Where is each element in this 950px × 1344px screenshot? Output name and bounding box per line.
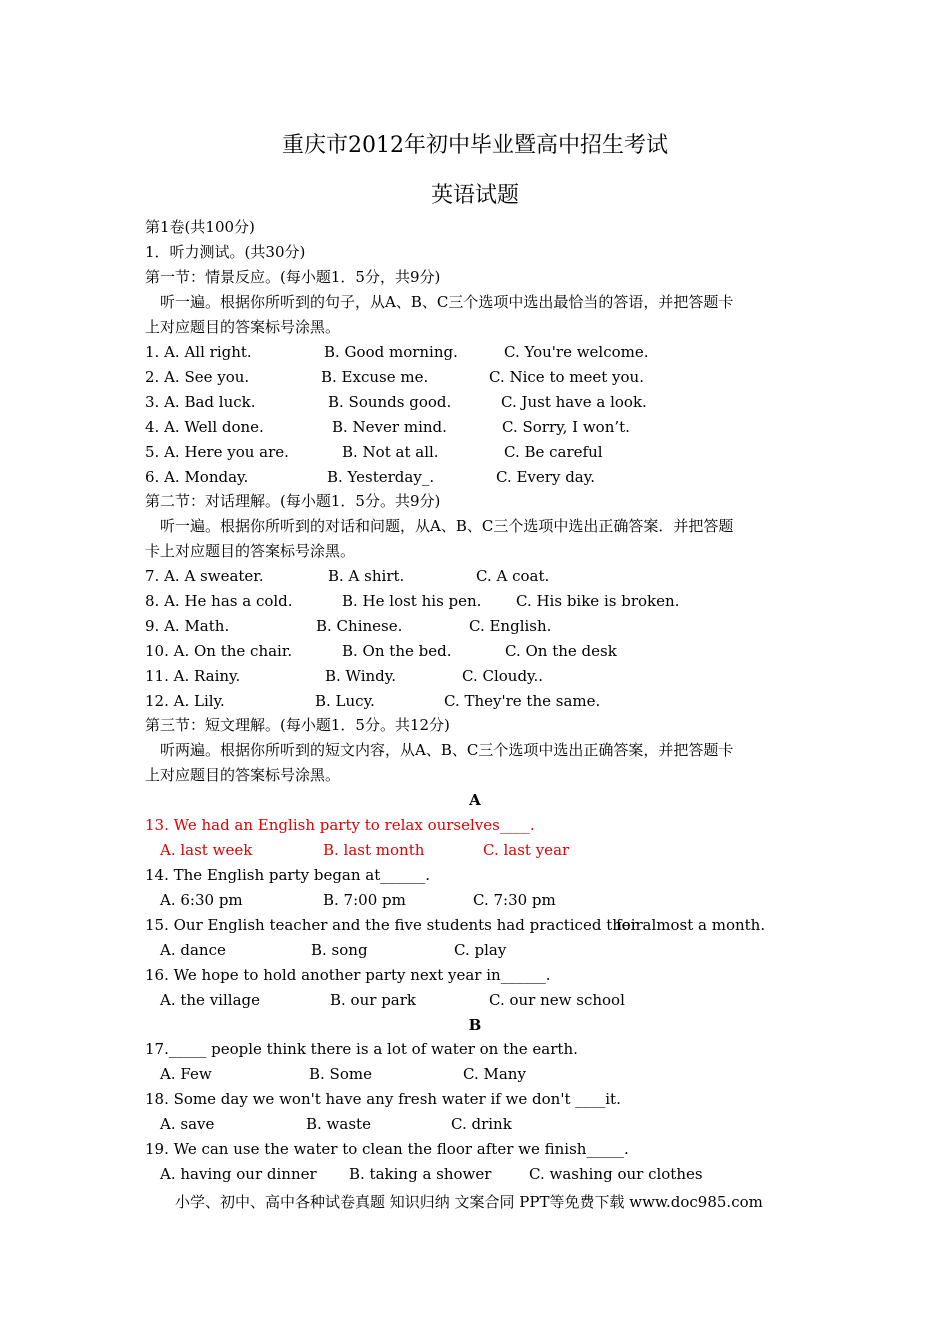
q6-option-c: C. Every day. — [496, 468, 595, 486]
q10-option-c: C. On the desk — [505, 642, 617, 660]
q1-option-b: B. Good morning. — [324, 343, 458, 361]
q8-option-c: C. His bike is broken. — [516, 592, 680, 610]
section1-heading: 第一节：情景反应。(每小题1．5分，共9分) — [145, 268, 441, 286]
q14-option-a: A. 6:30 pm — [160, 891, 243, 909]
q15-option-a: A. dance — [160, 941, 226, 959]
q15-question-tail: for almost a month. — [616, 916, 766, 934]
q13-question: 13. We had an English party to relax ourselves____. — [145, 816, 535, 834]
q9-option-b: B. Chinese. — [316, 617, 403, 635]
q13-option-a: A. last week — [160, 841, 253, 859]
q18-option-c: C. drink — [451, 1115, 512, 1133]
q14-option-b: B. 7:00 pm — [323, 891, 406, 909]
q12-option-a: 12. A. Lily. — [145, 692, 225, 710]
q18-option-a: A. save — [160, 1115, 215, 1133]
q1-option-c: C. You're welcome. — [504, 343, 649, 361]
q5-option-a: 5. A. Here you are. — [145, 443, 289, 461]
q17-option-b: B. Some — [309, 1065, 372, 1083]
q12-option-b: B. Lucy. — [315, 692, 375, 710]
q11-option-c: C. Cloudy.. — [462, 667, 544, 685]
q19-option-b: B. taking a shower — [349, 1165, 492, 1183]
part-b-heading: B — [468, 1016, 482, 1034]
q12-option-c: C. They're the same. — [444, 692, 601, 710]
q2-option-b: B. Excuse me. — [321, 368, 429, 386]
exam-subtitle: 英语试题 — [430, 183, 519, 208]
q16-option-b: B. our park — [330, 991, 416, 1009]
section1-instruction: 听一遍。根据你所听到的句子，从A、B、C三个选项中选出最恰当的答语，并把答题卡 — [160, 293, 734, 311]
q11-option-b: B. Windy. — [325, 667, 397, 685]
q3-option-b: B. Sounds good. — [328, 393, 452, 411]
q13-option-b: B. last month — [323, 841, 425, 859]
q18-option-b: B. waste — [306, 1115, 371, 1133]
q10-option-a: 10. A. On the chair. — [145, 642, 293, 660]
q13-option-c: C. last year — [483, 841, 570, 859]
q7-option-b: B. A shirt. — [328, 567, 405, 585]
q4-option-c: C. Sorry, I won’t. — [502, 418, 630, 436]
q14-question: 14. The English party began at______. — [145, 866, 431, 884]
q19-option-a: A. having our dinner — [160, 1165, 317, 1183]
q15-option-b: B. song — [311, 941, 368, 959]
section3-heading: 第三节：短文理解。(每小题1．5分。共12分) — [145, 716, 450, 734]
section2-instruction: 听一遍。根据你所听到的对话和问题，从A、B、C三个选项中选出正确答案．并把答题 — [160, 517, 734, 535]
q9-option-c: C. English. — [469, 617, 552, 635]
q6-option-b: B. Yesterday_. — [327, 468, 435, 486]
q2-option-a: 2. A. See you. — [145, 368, 250, 386]
q2-option-c: C. Nice to meet you. — [489, 368, 644, 386]
q8-option-a: 8. A. He has a cold. — [145, 592, 293, 610]
part-a-heading: A — [469, 791, 481, 809]
q16-question: 16. We hope to hold another party next year in______. — [145, 966, 551, 984]
section2-instruction-cont: 卡上对应题目的答案标号涂黑。 — [145, 542, 356, 560]
q17-option-a: A. Few — [160, 1065, 212, 1083]
section3-instruction-cont: 上对应题目的答案标号涂黑。 — [145, 766, 341, 784]
q19-option-c: C. washing our clothes — [529, 1165, 703, 1183]
q7-option-a: 7. A. A sweater. — [145, 567, 264, 585]
q3-option-c: C. Just have a look. — [501, 393, 647, 411]
q4-option-a: 4. A. Well done. — [145, 418, 264, 436]
q1-option-a: 1. A. All right. — [145, 343, 252, 361]
q4-option-b: B. Never mind. — [332, 418, 447, 436]
q10-option-b: B. On the bed. — [342, 642, 452, 660]
listening-heading: 1．听力测试。(共30分) — [145, 243, 306, 261]
q9-option-a: 9. A. Math. — [145, 617, 230, 635]
q5-option-c: C. Be careful — [504, 443, 603, 461]
q19-question: 19. We can use the water to clean the floor after we finish_____. — [145, 1140, 629, 1158]
q18-question: 18. Some day we won't have any fresh water if we don't ____it. — [145, 1090, 621, 1108]
q17-option-c: C. Many — [463, 1065, 526, 1083]
q16-option-c: C. our new school — [489, 991, 625, 1009]
section1-instruction-cont: 上对应题目的答案标号涂黑。 — [145, 318, 341, 336]
q14-option-c: C. 7:30 pm — [473, 891, 556, 909]
q7-option-c: C. A coat. — [476, 567, 550, 585]
q15-option-c: C. play — [454, 941, 507, 959]
paper-heading: 第1卷(共100分) — [145, 218, 255, 236]
page-footer: 小学、初中、高中各种试卷真题 知识归纳 文案合同 PPT等免费下载 www.doc985.com — [175, 1193, 763, 1211]
q3-option-a: 3. A. Bad luck. — [145, 393, 256, 411]
q11-option-a: 11. A. Rainy. — [145, 667, 241, 685]
q6-option-a: 6. A. Monday. — [145, 468, 249, 486]
q8-option-b: B. He lost his pen. — [342, 592, 482, 610]
q17-question: 17._____ people think there is a lot of water on the earth. — [145, 1040, 578, 1058]
q15-question: 15. Our English teacher and the five students had practiced their — [145, 916, 643, 934]
section3-instruction: 听两遍。根据你所听到的短文内容，从A、B、C三个选项中选出正确答案，并把答题卡 — [160, 741, 734, 759]
q16-option-a: A. the village — [160, 991, 260, 1009]
exam-title: 重庆市2012年初中毕业暨高中招生考试 — [282, 133, 668, 158]
section2-heading: 第二节：对话理解。(每小题1．5分。共9分) — [145, 492, 441, 510]
q5-option-b: B. Not at all. — [342, 443, 439, 461]
